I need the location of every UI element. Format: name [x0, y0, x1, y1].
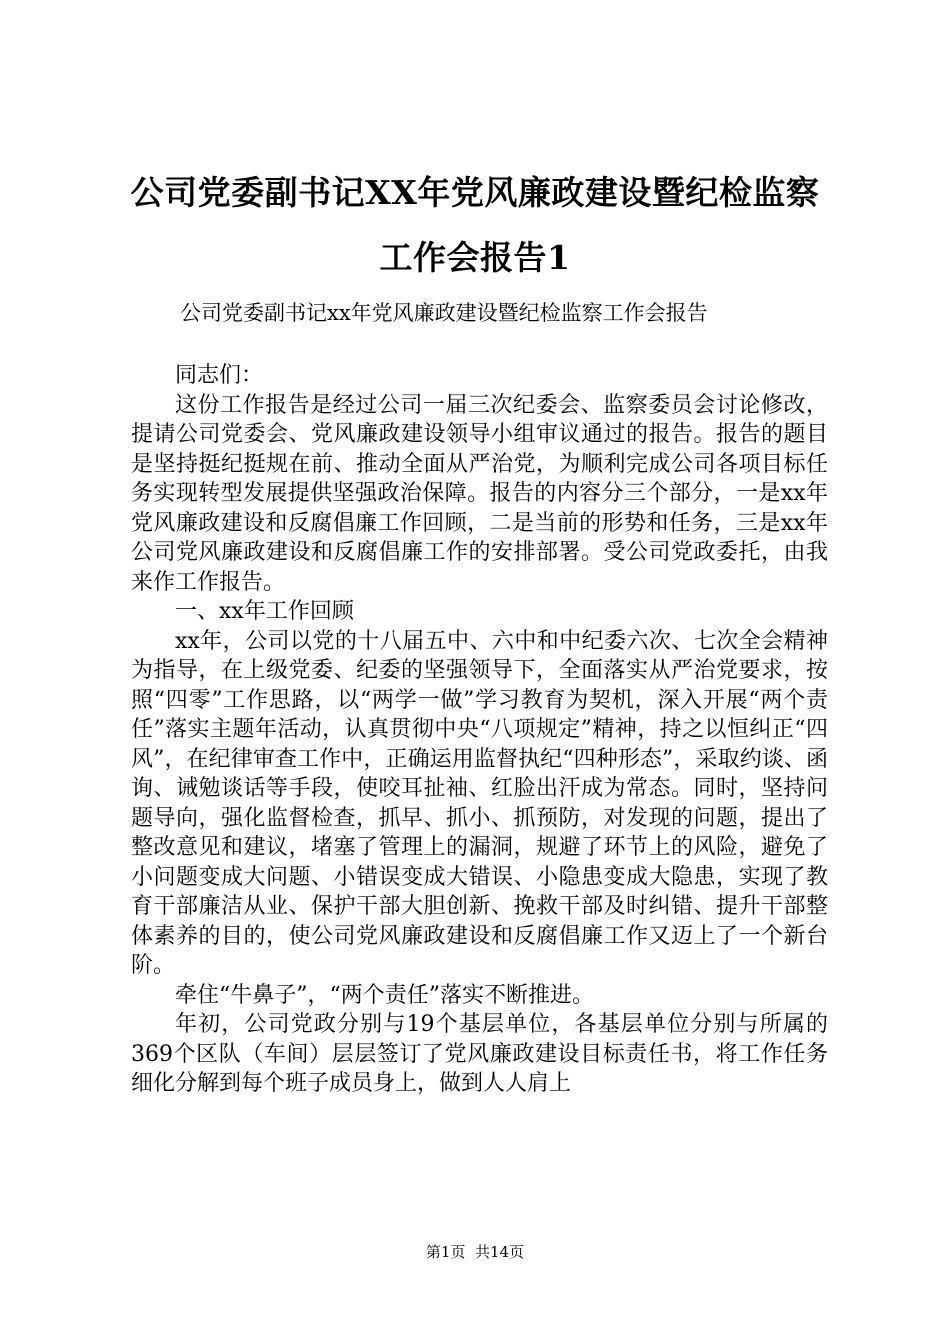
salutation: 同志们：: [175, 363, 264, 388]
page-footer: [0, 1242, 950, 1262]
document-subtitle: 公司党委副书记xx年党风廉政建设暨纪检监察工作会报告: [180, 301, 708, 325]
paragraph: 年初，公司党政分别与19个基层单位，各基层单位分别与所属的369个区队（车间）层层签订了党风廉政建设目标责任书，将工作任务细化分解到每个班子成员身上，做到人人肩上: [131, 1012, 828, 1096]
page-number: 第1页: [425, 1243, 466, 1261]
document-title: 公司党委副书记XX年党风廉政建设暨纪检监察工作会报告1: [130, 173, 820, 277]
paragraph: 这份工作报告是经过公司一届三次纪委会、监察委员会讨论修改，提请公司党委会、党风廉政建设领导小组审议通过的报告。报告的题目是坚持挺纪挺规在前、推动全面从严治党，为顺利完成公司各项目标任务实现转型发展提供坚强政治保障。报告的内容分三个部分，一是xx年党风廉政建设和反腐倡廉工作回顾，二是当前的形势和任务，三是xx年公司党风廉政建设和反腐倡廉工作的安排部署。受公司党政委托，由我来作工作报告。: [131, 392, 828, 595]
paragraph: xx年，公司以党的十八届五中、六中和中纪委六次、七次全会精神为指导，在上级党委、纪委的坚强领导下，全面落实从严治党要求，按照“四零”工作思路，以“两学一做”学习教育为契机，深入开展“两个责任”落实主题年活动，认真贯彻中央“八项规定”精神，持之以恒纠正“四风”，在纪律审查工作中，正确运用监督执纪“四种形态”，采取约谈、函询、诫勉谈话等手段，使咬耳扯袖、红脸出汗成为常态。同时，坚持问题导向，强化监督检查，抓早、抓小、抓预防，对发现的问题，提出了整改意见和建议，堵塞了管理上的漏洞，规避了环节上的风险，避免了小问题变成大问题、小错误变成大错误、小隐患变成大隐患，实现了教育干部廉洁从业、保护干部大胆创新、挽救干部及时纠错、提升干部整体素养的目的，使公司党风廉政建设和反腐倡廉工作又迈上了一个新台阶。: [131, 628, 828, 978]
document-body: [131, 361, 828, 1099]
page-total: 共14页: [475, 1243, 525, 1261]
subsection-heading: 牵住“牛鼻子”，“两个责任”落实不断推进。: [175, 982, 594, 1008]
section-heading: 一、xx年工作回顾: [175, 599, 354, 624]
